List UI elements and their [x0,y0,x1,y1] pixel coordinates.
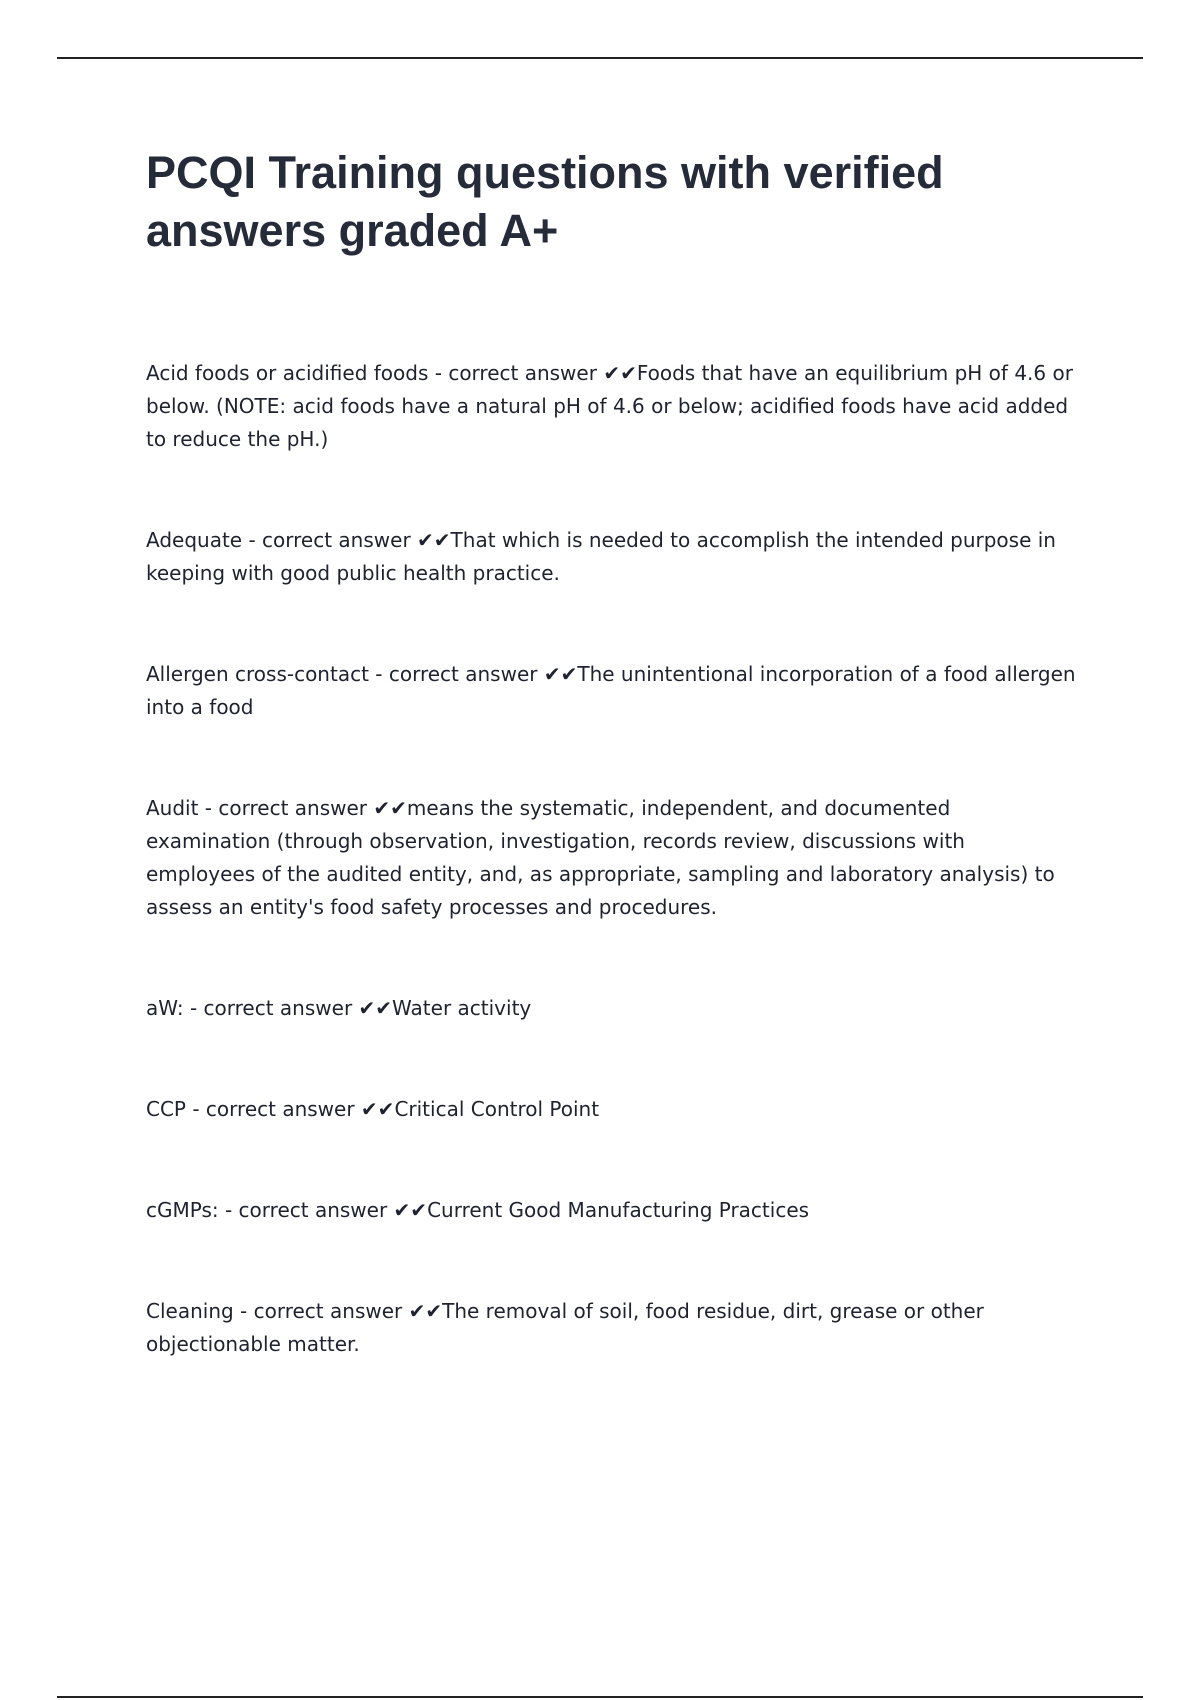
answer-separator: - correct answer [242,528,418,552]
list-item [146,992,1076,1025]
list-item [146,524,1076,590]
list-item [146,658,1076,724]
entry-term: CCP [146,1097,186,1121]
answer-separator: - correct answer [233,1299,409,1323]
entry-definition: Foods that have an equilibrium pH of 4.6 or below. (NOTE: acid foods have a natural pH of 4.6 or below; acidified foods have acid added to reduce the pH.) [146,361,1073,451]
entry-definition: Current Good Manufacturing Practices [427,1198,810,1222]
entry-term: Adequate [146,528,243,552]
double-check-icon: ✔✔ [393,1198,428,1222]
entry-definition: Critical Control Point [394,1097,600,1121]
list-item [146,357,1076,456]
answer-separator: - correct answer [428,361,604,385]
entry-list [146,357,1076,1361]
double-check-icon: ✔✔ [543,662,578,686]
entry-term: Allergen cross-contact [146,662,369,686]
entry-term: aW: [146,996,184,1020]
page-title: PCQI Training questions with verified answers graded A+ [146,147,944,256]
entry-definition: Water activity [392,996,532,1020]
list-item [146,1194,1076,1227]
double-check-icon: ✔✔ [603,361,637,385]
entry-term: Cleaning [146,1299,234,1323]
answer-separator: - correct answer [218,1198,394,1222]
list-item [146,792,1076,924]
entry-term: cGMPs: [146,1198,219,1222]
double-check-icon: ✔✔ [358,996,393,1020]
entry-definition: means the systematic, independent, and documented examination (through observation, investigation, records review, discussions with employees of the audited entity, and, as appropriate, sampling and laboratory analysis) to assess an entity's food safety processes and procedures. [146,796,1055,919]
entry-term: Acid foods or acidified foods [146,361,429,385]
entry-definition: That which is needed to accomplish the intended purpose in keeping with good public health practice. [146,528,1056,585]
entry-definition: The unintentional incorporation of a food allergen into a food [146,662,1076,719]
answer-separator: - correct answer [183,996,359,1020]
top-divider [57,57,1143,59]
entry-definition: The removal of soil, food residue, dirt, grease or other objectionable matter. [146,1299,984,1356]
double-check-icon: ✔✔ [417,528,451,552]
double-check-icon: ✔✔ [373,796,407,820]
answer-separator: - correct answer [368,662,544,686]
answer-separator: - correct answer [186,1097,361,1121]
list-item [146,1295,1076,1361]
double-check-icon: ✔✔ [360,1097,395,1121]
entry-term: Audit [146,796,199,820]
list-item [146,1093,1076,1126]
double-check-icon: ✔✔ [408,1299,443,1323]
bottom-divider [57,1696,1143,1698]
answer-separator: - correct answer [198,796,374,820]
